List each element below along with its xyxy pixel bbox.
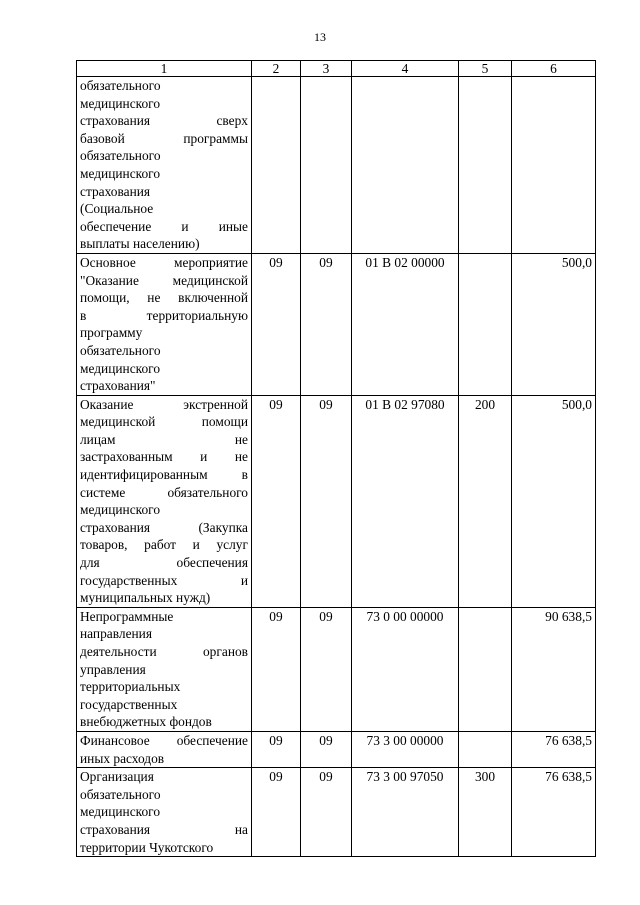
description-line: государственных и <box>80 572 248 588</box>
target-article-code: 01 В 02 00000 <box>352 253 459 395</box>
description-line: внебюджетных фондов <box>80 714 212 730</box>
amount-value: 76 638,5 <box>512 731 596 767</box>
page-number: 13 <box>314 30 326 44</box>
section-code: 09 <box>252 607 301 731</box>
description-line: страхования <box>80 183 151 199</box>
description-line: медицинского <box>80 804 161 820</box>
target-article-code: 73 3 00 00000 <box>352 731 459 767</box>
description-line: обязательного <box>80 342 161 358</box>
description-line: государственных <box>80 696 178 712</box>
description-line: лицам не <box>80 431 248 447</box>
header-col-1: 1 <box>77 61 252 77</box>
amount-value <box>512 77 596 254</box>
target-article-code <box>352 77 459 254</box>
subsection-code: 09 <box>301 731 352 767</box>
subsection-code <box>301 77 352 254</box>
description-line: медицинского <box>80 165 161 181</box>
description-line: деятельности органов <box>80 644 248 659</box>
section-code: 09 <box>252 731 301 767</box>
header-col-5: 5 <box>459 61 512 77</box>
expense-type-code <box>459 253 512 395</box>
table-row <box>77 731 596 767</box>
amount-value: 76 638,5 <box>512 768 596 857</box>
target-article-code: 73 3 00 97050 <box>352 768 459 857</box>
description-line: медицинского <box>80 360 161 376</box>
description-line: застрахованным и не <box>80 449 248 465</box>
description-line: (Социальное <box>80 201 154 217</box>
description-line: муниципальных нужд) <box>80 590 211 606</box>
header-col-2: 2 <box>252 61 301 77</box>
description-line: помощи, не включенной <box>80 290 248 306</box>
description-line: страхования сверх <box>80 113 248 129</box>
description-line: медицинского <box>80 95 161 111</box>
description-line: страхования на <box>80 821 248 837</box>
table-row <box>77 77 596 254</box>
description-line: медицинской помощи <box>80 414 248 430</box>
table-row <box>77 768 596 857</box>
description-line: страхования" <box>80 378 156 394</box>
description-line: Непрограммные <box>80 608 174 624</box>
row-description <box>77 607 252 731</box>
target-article-code: 01 В 02 97080 <box>352 395 459 607</box>
description-line: программу <box>80 325 143 341</box>
description-line: территории Чукотского <box>80 839 214 855</box>
description-line: товаров, работ и услуг <box>80 537 248 553</box>
description-line: выплаты населению) <box>80 236 200 252</box>
expense-type-code: 200 <box>459 395 512 607</box>
row-description <box>77 768 252 857</box>
section-code: 09 <box>252 768 301 857</box>
description-line: Финансовое обеспечение <box>80 732 248 748</box>
description-line: управления <box>80 661 146 677</box>
subsection-code: 09 <box>301 607 352 731</box>
description-line: обязательного <box>80 78 161 93</box>
expense-type-code <box>459 731 512 767</box>
description-line: направления <box>80 626 153 642</box>
description-line: системе обязательного <box>80 484 248 500</box>
expense-type-code <box>459 77 512 254</box>
row-description <box>77 253 252 395</box>
section-code: 09 <box>252 395 301 607</box>
row-description <box>77 395 252 607</box>
table-header-row <box>77 61 596 77</box>
budget-table <box>76 60 596 857</box>
description-line: медицинского <box>80 502 161 518</box>
description-line: обязательного <box>80 786 161 802</box>
description-line: идентифицированным в <box>80 467 248 483</box>
subsection-code: 09 <box>301 768 352 857</box>
description-line: страхования (Закупка <box>80 519 248 535</box>
header-col-6: 6 <box>512 61 596 77</box>
description-line: Организация <box>80 769 154 785</box>
description-line: "Оказание медицинской <box>80 272 248 288</box>
amount-value: 90 638,5 <box>512 607 596 731</box>
target-article-code: 73 0 00 00000 <box>352 607 459 731</box>
description-line: базовой программы <box>80 130 248 146</box>
expense-type-code: 300 <box>459 768 512 857</box>
subsection-code: 09 <box>301 395 352 607</box>
table-row <box>77 607 596 731</box>
row-description <box>77 77 252 254</box>
subsection-code: 09 <box>301 253 352 395</box>
description-line: территориальных <box>80 679 181 695</box>
description-line: Основное мероприятие <box>80 254 248 270</box>
header-col-4: 4 <box>352 61 459 77</box>
description-line: обязательного <box>80 148 161 164</box>
amount-value: 500,0 <box>512 395 596 607</box>
header-col-3: 3 <box>301 61 352 77</box>
description-line: иных расходов <box>80 750 165 766</box>
table-row <box>77 395 596 607</box>
description-line: для обеспечения <box>80 555 248 571</box>
row-description <box>77 731 252 767</box>
section-code: 09 <box>252 253 301 395</box>
expense-type-code <box>459 607 512 731</box>
description-line: обеспечение и иные <box>80 218 248 234</box>
description-line: Оказание экстренной <box>80 396 248 412</box>
section-code <box>252 77 301 254</box>
amount-value: 500,0 <box>512 253 596 395</box>
description-line: в территориальную <box>80 307 248 323</box>
table-row <box>77 253 596 395</box>
